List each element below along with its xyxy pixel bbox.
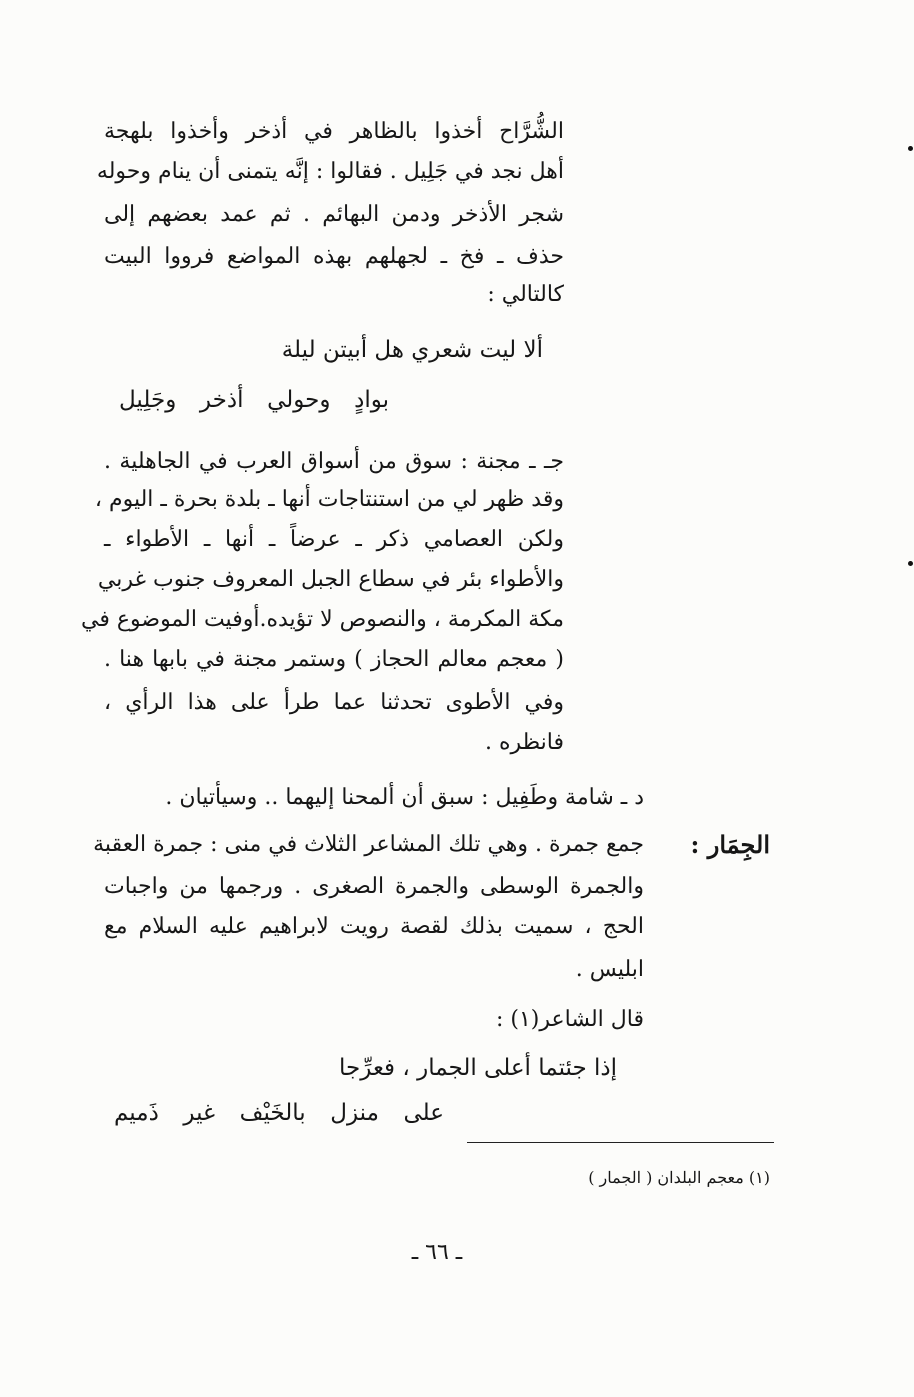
footnote-rule <box>467 1142 774 1143</box>
paragraph-2-line-4: والأطواء بئر في سطاع الجبل المعروف جنوب غربي <box>97 567 564 592</box>
page-number: ـ ٦٦ ـ <box>411 1240 463 1265</box>
entry-term: الجِمَار : <box>690 830 770 859</box>
scan-speck <box>908 561 913 566</box>
verse-1-line-1: ألا ليت شعري هل أبيتن ليلة <box>281 337 543 363</box>
paragraph-2-line-1: جـ ـ مجنة : سوق من أسواق العرب في الجاهلية . <box>104 449 564 474</box>
entry-line-1: جمع جمرة . وهي تلك المشاعر الثلاث في منى : جمرة العقبة <box>93 832 644 857</box>
paragraph-1-line-1: الشُّرَّاح أخذوا بالظاهر في أذخر وأخذوا بلهجة <box>104 119 564 144</box>
paragraph-2-line-6: ( معجم معالم الحجاز ) وستمر مجنة في بابها هنا . <box>104 647 564 672</box>
poet-intro: قال الشاعر(١) : <box>495 1007 644 1032</box>
entry-line-4: ابليس . <box>575 957 644 982</box>
item-d: د ـ شامة وطَفِيل : سبق أن ألمحنا إليهما .. وسيأتيان . <box>165 785 644 810</box>
paragraph-2-line-8: فانظره . <box>484 730 564 755</box>
paragraph-2-line-5: مكة المكرمة ، والنصوص لا تؤيده.أوفيت الموضوع في <box>81 607 564 632</box>
paragraph-2-line-3: ولكن العصامي ذكر ـ عرضاً ـ أنها ـ الأطواء ـ <box>104 527 564 552</box>
paragraph-1-line-5: كالتالي : <box>487 282 564 307</box>
paragraph-2-line-7: وفي الأطوى تحدثنا عما طرأ على هذا الرأي ، <box>104 690 564 715</box>
entry-line-3: الحج ، سميت بذلك لقصة رويت لابراهيم عليه السلام مع <box>104 914 644 939</box>
verse-2-line-1: إذا جئتما أعلى الجمار ، فعرِّجا <box>339 1055 617 1081</box>
paragraph-2-line-2: وقد ظهر لي من استنتاجات أنها ـ بلدة بحرة ـ اليوم ، <box>94 487 564 512</box>
entry-line-2: والجمرة الوسطى والجمرة الصغرى . ورجمها من واجبات <box>104 874 644 899</box>
paragraph-1-line-4: حذف ـ فخ ـ لجهلهم بهذه المواضع فرووا البيت <box>104 244 564 269</box>
paragraph-1-line-2: أهل نجد في جَلِيل . فقالوا : إنَّه يتمنى أن ينام وحوله <box>96 159 564 184</box>
verse-2-line-2: على منزل بالخَيْف غير ذَميم <box>114 1100 444 1126</box>
verse-1-line-2: بوادٍ وحولي أذخر وجَلِيل <box>119 387 389 413</box>
scan-speck <box>908 146 913 151</box>
paragraph-1-line-3: شجر الأذخر ودمن البهائم . ثم عمد بعضهم إلى <box>104 202 564 227</box>
footnote: (١) معجم البلدان ( الجمار ) <box>588 1168 770 1187</box>
